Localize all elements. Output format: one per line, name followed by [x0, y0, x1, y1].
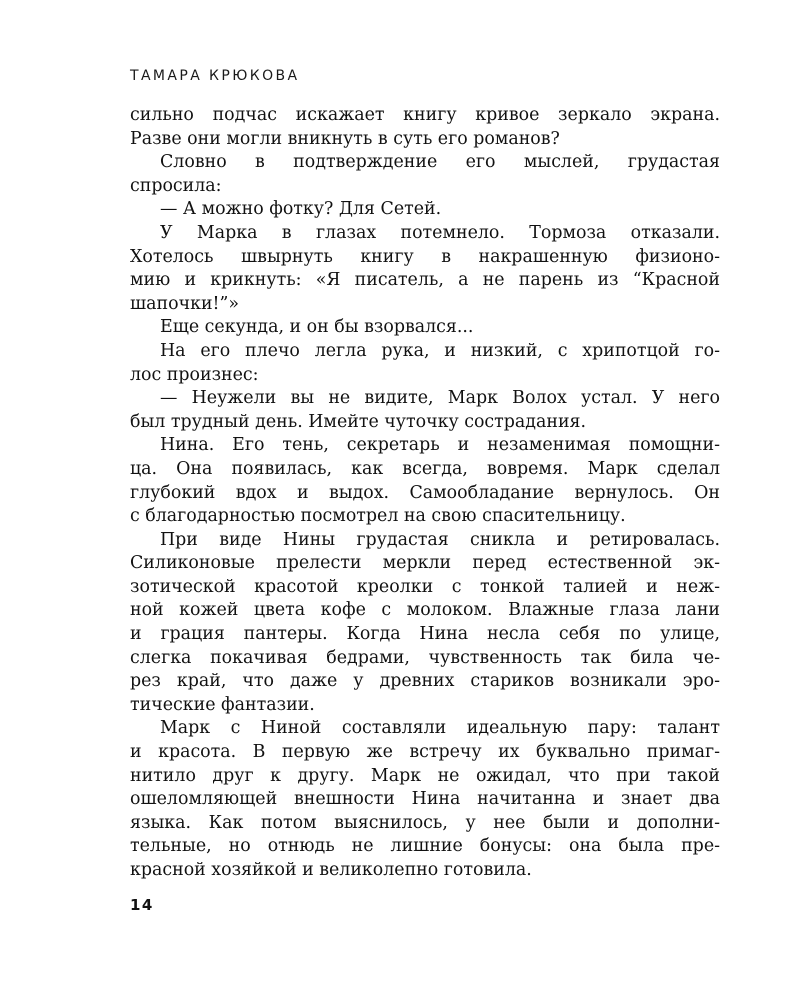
text-line: ца. Она появилась, как всегда, вовремя. Марк сделал [130, 458, 720, 479]
text-line: рез край, что даже у древних стариков возникали эро- [130, 671, 720, 692]
text-line: На его плечо легла рука, и низкий, с хрипотцой го- [160, 340, 720, 361]
text-line: был трудный день. Имейте чуточку сострадания. [130, 411, 587, 432]
text-line: сильно подчас искажает книгу кривое зеркало экрана. [130, 105, 720, 125]
text-line: У Марка в глазах потемнело. Тормоза отказали. [160, 222, 720, 243]
text-line: Разве они могли вникнуть в суть его романов? [130, 128, 560, 149]
text-line: Марк с Ниной составляли идеальную пару: талант [160, 718, 720, 739]
text-line: При виде Нины грудастая сникла и ретировалась. [160, 529, 720, 550]
text-line: глубокий вдох и выдох. Самообладание вернулось. Он [130, 482, 720, 503]
text-line: слегка покачивая бедрами, чувственность так била че- [130, 647, 720, 668]
text-line: мию и крикнуть: «Я писатель, а не парень из “Красной [130, 270, 720, 291]
text-line: Хотелось швырнуть книгу в накрашенную физионо- [130, 246, 720, 267]
text-line: Еще секунда, и он бы взорвался... [160, 317, 474, 338]
text-line: языка. Как потом выяснилось, у нее были и дополни- [130, 812, 720, 833]
text-line: — А можно фотку? Для Сетей. [160, 199, 442, 220]
text-body [130, 104, 720, 883]
running-head: ТАМАРА КРЮКОВА [130, 68, 300, 84]
text-line: лос произнес: [130, 364, 259, 385]
text-line: нитило друг к другу. Марк не ожидал, что при такой [130, 765, 720, 786]
page-number: 14 [130, 896, 154, 914]
text-line: и грация пантеры. Когда Нина несла себя по улице, [130, 624, 720, 645]
text-line: зотической красотой креолки с тонкой талией и неж- [130, 576, 720, 597]
text-line: — Неужели вы не видите, Марк Волох устал. У него [160, 388, 720, 409]
text-line: и красота. В первую же встречу их буквально примаг- [130, 742, 720, 763]
text-line: Силиконовые прелести меркли перед естественной эк- [130, 553, 720, 574]
text-line: ной кожей цвета кофе с молоком. Влажные глаза лани [130, 600, 720, 621]
text-line: ошеломляющей внешности Нина начитанна и знает два [130, 789, 720, 810]
text-line: с благодарностью посмотрел на свою спасительницу. [130, 506, 626, 527]
text-line: тические фантазии. [130, 694, 315, 715]
text-line: шапочки!”» [130, 293, 240, 314]
text-line: Нина. Его тень, секретарь и незаменимая помощни- [160, 435, 720, 456]
text-line: Словно в подтверждение его мыслей, грудастая [160, 152, 720, 173]
text-line: красной хозяйкой и великолепно готовила. [130, 860, 532, 880]
text-line: тельные, но отнюдь не лишние бонусы: она была пре- [130, 836, 720, 857]
text-line: спросила: [130, 175, 222, 196]
